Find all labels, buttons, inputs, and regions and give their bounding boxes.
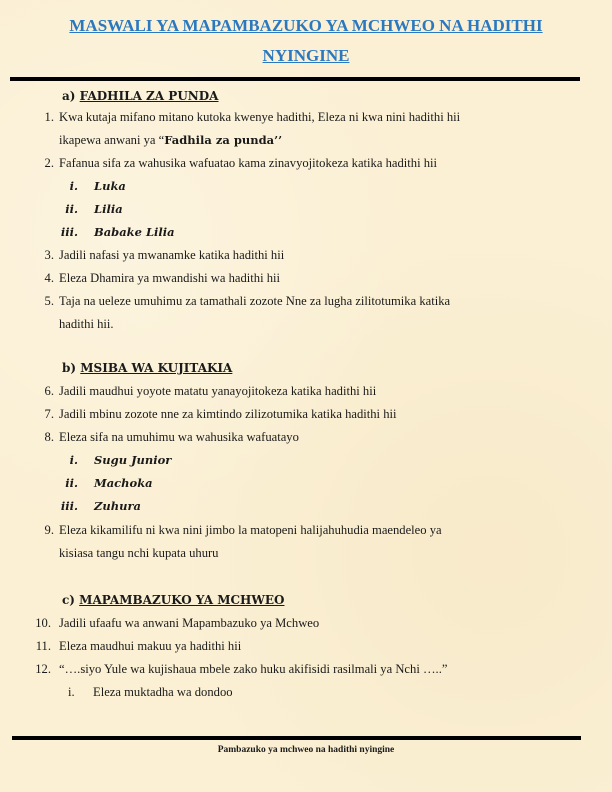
question-text: Taja na ueleze umuhimu za tamathali zozote Nne za lugha zilitotumika katika bbox=[59, 294, 451, 308]
question-text: Eleza Dhamira ya mwandishi wa hadithi hii bbox=[59, 271, 281, 285]
question-number: 3. bbox=[44, 248, 54, 262]
question-number: 4. bbox=[44, 271, 54, 285]
question-text-cont: ikapewa anwani ya “Fadhila za punda’’ bbox=[59, 133, 283, 147]
question-text: “….siyo Yule wa kujishaua mbele zako huku akifisidi rasilmali ya Nchi …..” bbox=[59, 662, 448, 676]
sub-item-text: Babake Lilia bbox=[94, 225, 175, 239]
document-title-line1: MASWALI YA MAPAMBAZUKO YA MCHWEO NA HADITHI bbox=[69, 16, 543, 35]
document-title-line2: NYINGINE bbox=[262, 46, 350, 65]
question-number: 9. bbox=[44, 523, 54, 537]
sub-item-number: iii. bbox=[60, 225, 78, 239]
sub-item-text: Machoka bbox=[94, 476, 153, 490]
question-text: Jadili maudhui yoyote matatu yanayojitokeza katika hadithi hii bbox=[59, 384, 377, 398]
question-text: Jadili nafasi ya mwanamke katika hadithi hii bbox=[59, 248, 285, 262]
sub-item-number: i. bbox=[69, 179, 78, 193]
question-text-cont: hadithi hii. bbox=[59, 317, 114, 331]
question-number: 5. bbox=[44, 294, 54, 308]
question-number: 1. bbox=[44, 110, 54, 124]
section-heading-a: a) FADHILA ZA PUNDA bbox=[62, 89, 219, 103]
question-number: 8. bbox=[44, 430, 54, 444]
question-number: 12. bbox=[35, 662, 51, 676]
header-rule bbox=[10, 77, 580, 81]
question-text: Jadili ufaafu wa anwani Mapambazuko ya Mchweo bbox=[59, 616, 320, 630]
question-number: 6. bbox=[44, 384, 54, 398]
sub-item-number: i. bbox=[69, 453, 78, 467]
question-number: 7. bbox=[44, 407, 54, 421]
page-footer: Pambazuko ya mchweo na hadithi nyingine bbox=[217, 745, 395, 755]
question-text-cont: kisiasa tangu nchi kupata uhuru bbox=[59, 546, 219, 560]
question-text: Kwa kutaja mifano mitano kutoka kwenye hadithi, Eleza ni kwa nini hadithi hii bbox=[59, 110, 461, 124]
question-text: Jadili mbinu zozote nne za kimtindo zilizotumika katika hadithi hii bbox=[59, 407, 397, 421]
question-text: Eleza maudhui makuu ya hadithi hii bbox=[59, 639, 242, 653]
sub-item-text: Eleza muktadha wa dondoo bbox=[93, 685, 233, 699]
section-heading-b: b) MSIBA WA KUJITAKIA bbox=[62, 361, 233, 375]
sub-item-number: ii. bbox=[65, 202, 78, 216]
question-number: 11. bbox=[35, 639, 51, 653]
sub-item-number: ii. bbox=[65, 476, 78, 490]
question-text: Fafanua sifa za wahusika wafuatao kama zinavyojitokeza katika hadithi hii bbox=[59, 156, 438, 170]
question-number: 10. bbox=[35, 616, 51, 630]
question-text: Eleza kikamilifu ni kwa nini jimbo la matopeni halijahuhudia maendeleo ya bbox=[59, 523, 442, 537]
section-heading-c: c) MAPAMBAZUKO YA MCHWEO bbox=[62, 593, 285, 607]
footer-rule bbox=[12, 736, 581, 740]
question-number: 2. bbox=[44, 156, 54, 170]
sub-item-text: Zuhura bbox=[94, 499, 141, 513]
sub-item-number: i. bbox=[68, 685, 75, 699]
sub-item-text: Luka bbox=[94, 179, 126, 193]
sub-item-text: Sugu Junior bbox=[94, 453, 172, 467]
sub-item-text: Lilia bbox=[94, 202, 123, 216]
sub-item-number: iii. bbox=[60, 499, 78, 513]
question-text: Eleza sifa na umuhimu wa wahusika wafuatayo bbox=[59, 430, 299, 444]
